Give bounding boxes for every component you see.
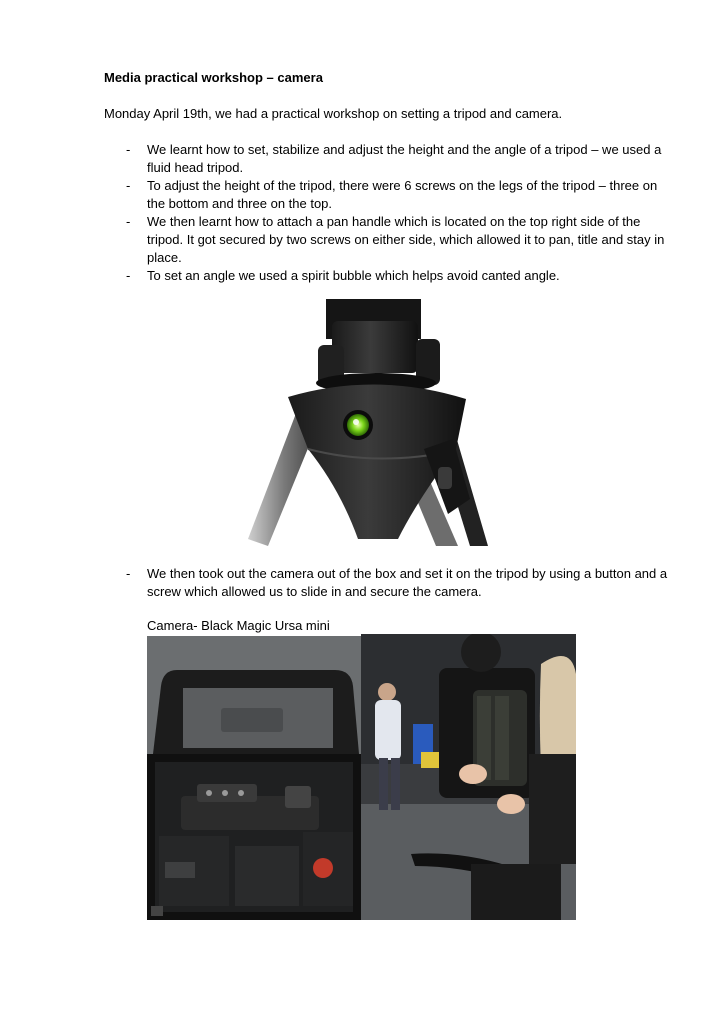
bullet-dash: - bbox=[126, 268, 131, 283]
bullet-dash: - bbox=[126, 142, 131, 157]
list-item: - To adjust the height of the tripod, there were 6 screws on the legs of the tripod – three on the bottom and three on the top. bbox=[126, 178, 658, 211]
tripod-photo bbox=[248, 299, 488, 546]
bullet-dash: - bbox=[126, 566, 131, 581]
document-title: Media practical workshop – camera bbox=[104, 70, 323, 85]
list-item: - We then learnt how to attach a pan handle which is located on the top right side of the tripod. It got secured by two screws on either side, which allowed it to pan, title and stay in place. bbox=[126, 214, 665, 265]
list-item: - To set an angle we used a spirit bubble which helps avoid canted angle. bbox=[126, 268, 560, 283]
bullet-list-tripod bbox=[104, 141, 674, 285]
bullet-list-camera bbox=[104, 565, 674, 601]
bullet-dash: - bbox=[126, 178, 131, 193]
list-item: - We learnt how to set, stabilize and adjust the height and the angle of a tripod – we used a fluid head tripod. bbox=[126, 142, 662, 175]
bullet-dash: - bbox=[126, 214, 131, 229]
camera-case-photo bbox=[147, 636, 361, 920]
list-item: - We then took out the camera out of the box and set it on the tripod by using a button and a screw which allowed us to slide in and secure the camera. bbox=[126, 566, 668, 599]
intro-paragraph: Monday April 19th, we had a practical workshop on setting a tripod and camera. bbox=[104, 106, 563, 121]
camera-caption: Camera- Black Magic Ursa mini bbox=[147, 618, 330, 633]
person-camera-photo bbox=[361, 634, 576, 920]
